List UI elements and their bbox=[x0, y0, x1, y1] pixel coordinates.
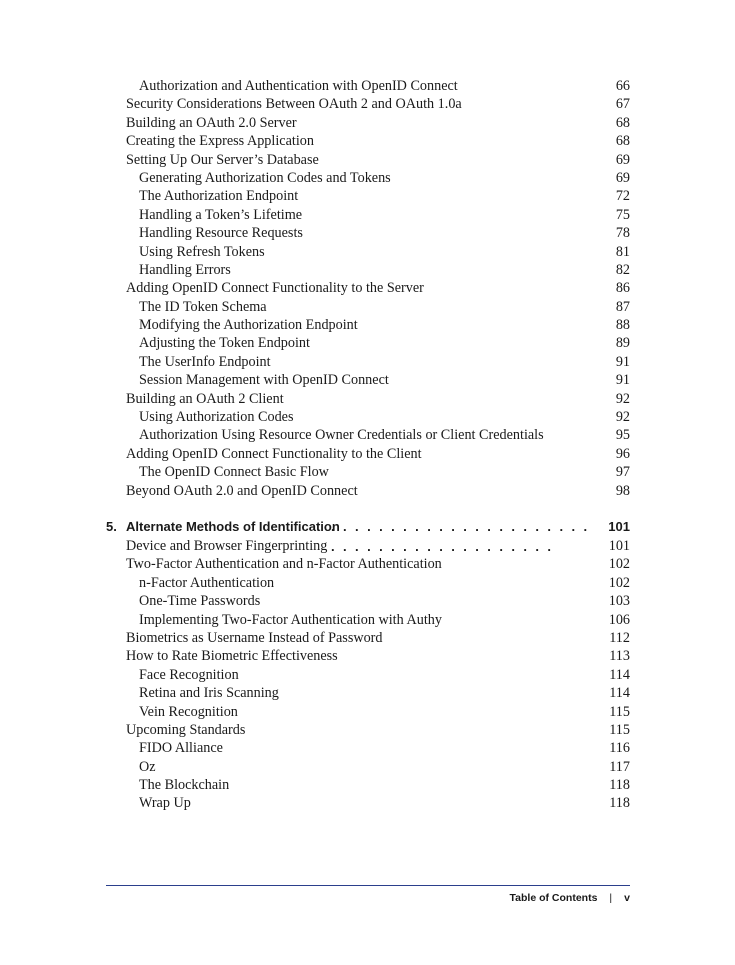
toc-entry-title: Adding OpenID Connect Functionality to the Server bbox=[126, 280, 424, 297]
toc-entry[interactable] bbox=[106, 151, 630, 169]
toc-entry-page: 69 bbox=[615, 151, 630, 168]
toc-entry-title: How to Rate Biometric Effectiveness bbox=[126, 648, 338, 665]
toc-section-list bbox=[106, 537, 630, 813]
toc-entry-page: 114 bbox=[609, 666, 630, 683]
toc-entry-title: Using Authorization Codes bbox=[139, 409, 294, 426]
chapter-page-number: 101 bbox=[608, 518, 630, 534]
toc-entry-page: 102 bbox=[608, 574, 630, 591]
toc-entry-title: Retina and Iris Scanning bbox=[139, 685, 279, 702]
toc-entry-page: 72 bbox=[615, 188, 630, 205]
toc-entry-title: Creating the Express Application bbox=[126, 133, 314, 150]
toc-entry-page: 117 bbox=[609, 758, 630, 775]
toc-entry[interactable] bbox=[106, 298, 630, 316]
toc-entry-page: 101 bbox=[608, 537, 630, 554]
toc-entry-title: Authorization Using Resource Owner Credentials or Client Credentials bbox=[139, 427, 544, 444]
toc-entry[interactable] bbox=[106, 371, 630, 389]
toc-entry-title: The UserInfo Endpoint bbox=[139, 353, 271, 370]
toc-entry-page: 69 bbox=[615, 169, 630, 186]
toc-entry-page: 68 bbox=[615, 133, 630, 150]
toc-entry[interactable] bbox=[106, 758, 630, 776]
toc-entry[interactable] bbox=[106, 647, 630, 665]
table-of-contents bbox=[106, 77, 630, 813]
toc-entry-title: Adding OpenID Connect Functionality to the Client bbox=[126, 445, 422, 462]
toc-entry-page: 98 bbox=[615, 482, 630, 499]
toc-entry-title: Face Recognition bbox=[139, 666, 239, 683]
toc-entry-title: The ID Token Schema bbox=[139, 298, 267, 315]
page-footer bbox=[510, 892, 630, 904]
toc-entry-title: Setting Up Our Server’s Database bbox=[126, 151, 319, 168]
footer-page-number: v bbox=[624, 892, 630, 904]
toc-entry-page: 106 bbox=[608, 611, 630, 628]
toc-entry-title: Handling Resource Requests bbox=[139, 225, 303, 242]
toc-entry-title: One-Time Passwords bbox=[139, 593, 261, 610]
toc-entry-title: Beyond OAuth 2.0 and OpenID Connect bbox=[126, 482, 358, 499]
toc-entry-title: Vein Recognition bbox=[139, 703, 238, 720]
toc-entry[interactable] bbox=[106, 776, 630, 794]
toc-entry-title: Security Considerations Between OAuth 2 and OAuth 1.0a bbox=[126, 96, 462, 113]
toc-entry-title: Building an OAuth 2.0 Server bbox=[126, 114, 297, 131]
toc-entry-page: 86 bbox=[615, 280, 630, 297]
toc-entry-page: 97 bbox=[615, 464, 630, 481]
footer-rule bbox=[106, 885, 630, 886]
toc-entry-page: 103 bbox=[608, 593, 630, 610]
toc-entry-page: 92 bbox=[615, 409, 630, 426]
toc-entry[interactable] bbox=[106, 316, 630, 334]
toc-section-list bbox=[106, 77, 630, 500]
toc-entry-title: Authorization and Authentication with OpenID Connect bbox=[139, 78, 458, 94]
toc-entry-title: Biometrics as Username Instead of Password bbox=[126, 629, 383, 646]
toc-entry[interactable] bbox=[106, 224, 630, 242]
toc-entry[interactable] bbox=[106, 334, 630, 352]
toc-entry[interactable] bbox=[106, 408, 630, 426]
toc-entry-title: Upcoming Standards bbox=[126, 721, 246, 738]
toc-entry[interactable] bbox=[106, 463, 630, 481]
toc-entry-page: 91 bbox=[615, 353, 630, 370]
toc-entry[interactable] bbox=[106, 261, 630, 279]
toc-entry-page: 95 bbox=[615, 427, 630, 444]
toc-entry-page: 88 bbox=[615, 317, 630, 334]
toc-entry[interactable] bbox=[106, 95, 630, 113]
toc-entry-title: Session Management with OpenID Connect bbox=[139, 372, 389, 389]
toc-entry-title: Building an OAuth 2 Client bbox=[126, 390, 284, 407]
footer-separator: | bbox=[609, 892, 613, 904]
chapter-title: Alternate Methods of Identification bbox=[126, 518, 340, 534]
toc-entry[interactable] bbox=[106, 169, 630, 187]
toc-entry-page: 66 bbox=[615, 78, 630, 94]
toc-entry-title: Handling Errors bbox=[139, 261, 231, 278]
footer-label: Table of Contents bbox=[509, 892, 598, 904]
toc-entry[interactable] bbox=[106, 353, 630, 371]
toc-entry-page: 116 bbox=[609, 740, 630, 757]
toc-entry[interactable] bbox=[106, 611, 630, 629]
toc-entry-title: The Blockchain bbox=[139, 777, 230, 794]
toc-entry[interactable] bbox=[106, 187, 630, 205]
toc-entry-page: 112 bbox=[609, 629, 630, 646]
toc-entry-title: Implementing Two-Factor Authentication with Authy bbox=[139, 611, 442, 628]
toc-entry-title: Modifying the Authorization Endpoint bbox=[139, 317, 358, 334]
toc-entry-page: 113 bbox=[609, 648, 630, 665]
toc-entry-page: 78 bbox=[615, 225, 630, 242]
toc-entry[interactable] bbox=[106, 537, 630, 555]
dot-leader: . . . . . . . . . . . . . . . . . . . . . . . . . . . . . . . . . . . . . . . . . bbox=[331, 518, 590, 554]
toc-entry-title: Using Refresh Tokens bbox=[139, 243, 265, 260]
toc-entry[interactable] bbox=[106, 684, 630, 702]
toc-entry-page: 67 bbox=[615, 96, 630, 113]
toc-entry[interactable] bbox=[106, 206, 630, 224]
toc-entry-page: 75 bbox=[615, 206, 630, 223]
toc-entry-page: 91 bbox=[615, 372, 630, 389]
toc-entry[interactable] bbox=[106, 703, 630, 721]
toc-entry-page: 92 bbox=[615, 390, 630, 407]
toc-entry-page: 114 bbox=[609, 685, 630, 702]
toc-entry[interactable] bbox=[106, 445, 630, 463]
toc-entry[interactable] bbox=[106, 629, 630, 647]
chapter-number: 5. bbox=[106, 518, 117, 534]
toc-entry-title: Oz bbox=[139, 758, 156, 775]
toc-entry-title: Wrap Up bbox=[139, 795, 191, 812]
toc-entry[interactable] bbox=[106, 666, 630, 684]
toc-entry-title: The OpenID Connect Basic Flow bbox=[139, 464, 329, 481]
toc-entry[interactable] bbox=[106, 482, 630, 500]
toc-entry[interactable] bbox=[106, 114, 630, 132]
toc-entry[interactable] bbox=[106, 243, 630, 261]
toc-entry-page: 81 bbox=[615, 243, 630, 260]
toc-entry-title: n-Factor Authentication bbox=[139, 574, 275, 591]
toc-entry[interactable] bbox=[106, 390, 630, 408]
toc-entry-page: 68 bbox=[615, 114, 630, 131]
toc-entry[interactable] bbox=[106, 132, 630, 150]
toc-entry-title: Handling a Token’s Lifetime bbox=[139, 206, 303, 223]
toc-entry-page: 102 bbox=[608, 556, 630, 573]
toc-entry-title: The Authorization Endpoint bbox=[139, 188, 299, 205]
toc-entry[interactable] bbox=[106, 721, 630, 739]
toc-entry-page: 89 bbox=[615, 335, 630, 352]
toc-entry-title: Two-Factor Authentication and n-Factor Authentication bbox=[126, 556, 442, 573]
toc-entry[interactable] bbox=[106, 555, 630, 573]
toc-entry[interactable] bbox=[106, 279, 630, 297]
toc-entry[interactable] bbox=[106, 592, 630, 610]
toc-entry-title: FIDO Alliance bbox=[139, 740, 223, 757]
toc-entry[interactable] bbox=[106, 574, 630, 592]
toc-entry-page: 115 bbox=[609, 703, 630, 720]
toc-entry-page: 87 bbox=[615, 298, 630, 315]
toc-entry[interactable] bbox=[106, 77, 630, 95]
toc-entry-page: 115 bbox=[609, 721, 630, 738]
toc-entry[interactable] bbox=[106, 794, 630, 812]
toc-entry[interactable] bbox=[106, 426, 630, 444]
toc-entry-title: Generating Authorization Codes and Tokens bbox=[139, 169, 391, 186]
toc-entry-page: 82 bbox=[615, 261, 630, 278]
toc-entry-title: Adjusting the Token Endpoint bbox=[139, 335, 310, 352]
toc-entry[interactable] bbox=[106, 739, 630, 757]
toc-entry-page: 118 bbox=[609, 795, 630, 812]
toc-entry-page: 118 bbox=[609, 777, 630, 794]
toc-entry-title: Device and Browser Fingerprinting bbox=[126, 537, 328, 554]
toc-entry-page: 96 bbox=[615, 445, 630, 462]
